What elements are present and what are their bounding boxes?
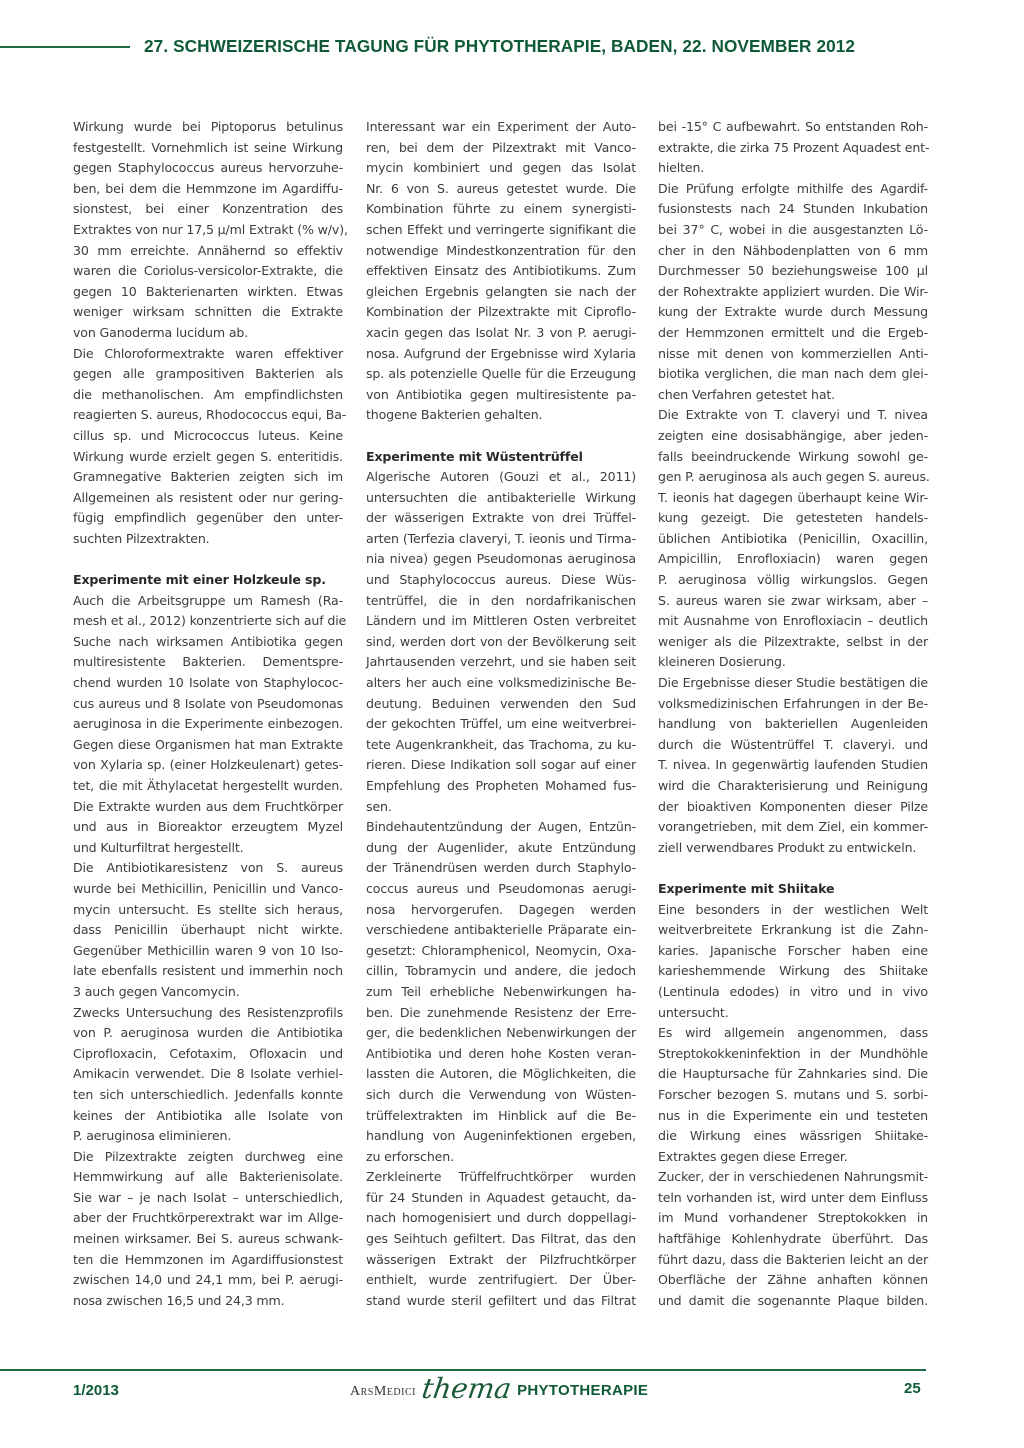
text-line: ten die Hemmzonen im Agardiffusionstest [73,1251,343,1267]
text-line: die Hauptursache für Zahnkaries sind. Die [658,1066,928,1082]
text-line: festgestellt. Vornehmlich ist seine Wirkung [73,139,343,155]
text-line: Bindehautentzündung der Augen, Entzün- [366,819,636,835]
text-line: 3 auch gegen Vancomycin. [73,983,240,999]
text-line: wässerigen Extrakt der Pilzfruchtkörper [366,1251,636,1267]
text-line: durch die Wüstentrüffel T. claveryi. und [658,736,928,752]
text-line: Amikacin verwendet. Die 8 Isolate verhiel- [73,1066,343,1082]
text-line: extrakte, die zirka 75 Prozent Aquadest ent- [658,139,930,155]
text-line: gleichen Ergebnis gelangten sie nach der [366,283,636,299]
text-line: cus aureus und 8 Isolate von Pseudomonas [73,695,343,711]
text-line: Wirkung wurde bei Piptoporus betulinus [73,119,343,134]
logo-section: PHYTOTHERAPIE [517,1382,649,1399]
text-line: suchten Pilzextrakten. [73,530,210,546]
text-line: Gegen diese Organismen hat man Extrakte [73,736,343,752]
text-line: dung der Augenlider, akute Entzündung [366,839,636,855]
text-line: mycin untersucht. Es stellte sich heraus, [73,901,343,917]
text-line: Suche nach wirksamen Antibiotika gegen [73,633,343,649]
text-line: wird die Charakterisierung und Reinigung [658,778,928,793]
text-line: nia nivea) gegen Pseudomonas aeruginosa [366,551,636,567]
text-line: untersuchten die antibakterielle Wirkung [366,489,636,505]
text-line: der gekochten Trüffel, um eine weitverbrei- [366,716,636,732]
text-line: der bioaktiven Komponenten dieser Pilze [658,798,928,814]
text-line: Die Prüfung erfolgte mithilfe des Agardif- [658,180,928,196]
text-line: führt dazu, dass die Bakterien leicht an der [658,1251,928,1267]
text-line: tete Augenkrankheit, das Trachoma, zu ku- [366,736,636,752]
text-line: waren die Coriolus-versicolor-Extrakte, die [73,263,343,279]
text-line: arten (Terfezia claveryi, T. ieonis und Tirma- [366,530,636,546]
text-line: stand wurde steril gefiltert und das Filtrat [366,1292,636,1308]
text-line: xacin gegen das Isolat Nr. 3 von P. aerugi- [366,324,636,340]
text-line: Durchmesser 50 beziehungsweise 100 µl [658,263,928,279]
text-line: Zucker, der in verschiedenen Nahrungsmit- [658,1169,928,1185]
text-line: 30 mm erreichte. Annähernd so effektiv [73,242,343,258]
text-line: aber der Fruchtkörperextrakt war im Allge- [73,1210,343,1226]
text-line: Zerkleinerte Trüffelfruchtkörper wurden [366,1169,636,1185]
text-line: üblichen Antibiotika (Penicillin, Oxacillin, [658,530,928,546]
text-line: Forscher bezogen S. mutans und S. sorbi- [658,1086,928,1102]
text-line: ben. Die zunehmende Resistenz der Erre- [366,1004,636,1020]
text-line: die Wirkung eines wässrigen Shiitake- [658,1128,928,1144]
text-line: hielten. [658,160,705,176]
text-line: gesetzt: Chloramphenicol, Neomycin, Oxa- [366,942,636,958]
text-line: lassten die Autoren, die Möglichkeiten, die [366,1066,636,1082]
text-line: nach homogenisiert und durch doppellagi- [366,1210,636,1226]
text-line: zwischen 14,0 und 24,1 mm, bei P. aerugi- [73,1272,343,1288]
text-line: reagierten S. aureus, Rhodococcus equi, Ba- [73,407,347,423]
text-line: zu erforschen. [366,1148,454,1164]
text-line: kung der Extrakte wurde durch Messung [658,304,928,320]
text-line: Nr. 6 von S. aureus getestet wurde. Die [366,180,636,196]
text-line: bei -15° C aufbewahrt. So entstanden Roh- [658,119,928,134]
text-line: Streptokokkeninfektion in der Mundhöhle [658,1045,928,1061]
text-line: nosa zwischen 16,5 und 24,3 mm. [73,1292,285,1308]
text-line: Ampicillin, Enrofloxiacin) waren gegen [658,551,928,567]
text-line: ger, die bedenklichen Nebenwirkungen der [366,1025,636,1041]
text-line: Eine besonders in der westlichen Welt [658,901,928,917]
text-line: handlung von Augeninfektionen ergeben, [366,1128,636,1144]
text-line: von Xylaria sp. (einer Holzkeulenart) getes- [73,757,343,773]
text-line: mit Ausnahme von Enrofloxiacin – deutlich [658,613,928,629]
text-line: S. aureus waren sie zwar wirksam, aber – [658,592,928,608]
logo-thema: thema [419,1372,514,1405]
text-line: sionstest, bei einer Konzentration des [73,201,343,217]
text-line: Gramnegative Bakterien zeigten sich im [73,469,343,485]
text-line: deutung. Beduinen verwenden den Sud [366,695,636,711]
text-line: Kombination der Pilzextrakte mit Ciproflo- [366,304,636,320]
text-line: aeruginosa in die Experimente einbezogen. [73,716,343,732]
text-line: P. aeruginosa eliminieren. [73,1128,232,1144]
text-line: chen Verfahren getestet hat. [658,386,836,402]
text-line: Die Antibiotikaresistenz von S. aureus [73,860,343,876]
column-3 [658,117,928,1311]
text-line: Die Extrakte von T. claveryi und T. nivea [658,407,928,423]
text-line: mesh et al., 2012) konzentrierte sich auf die [73,613,347,629]
text-line: gen P. aeruginosa als auch gegen S. aureus. [658,469,930,485]
text-line: von Ganoderma lucidum ab. [73,324,249,340]
text-line: Die Pilzextrakte zeigten durchweg eine [73,1148,343,1164]
text-line: ten sich unterschiedlich. Jedenfalls konnte [73,1086,343,1102]
text-line: nosa. Aufgrund der Ergebnisse wird Xylaria [366,345,636,361]
text-line: Interessant war ein Experiment der Auto- [366,119,636,134]
header-rule [0,46,130,48]
text-line: chend wurden 10 Isolate von Staphylococ- [73,675,343,691]
issue-number: 1/2013 [73,1382,119,1399]
text-line: der wässerigen Extrakte von drei Trüffel- [366,510,636,526]
text-line: Sie war – je nach Isolat – unterschiedlich, [73,1189,343,1205]
text-line: gegen 10 Bakterienarten wirkten. Etwas [73,283,343,299]
text-line: tet, die mit Äthylacetat hergestellt wurden. [73,778,343,793]
text-line: Oberfläche der Zähne anhaften können [658,1272,928,1288]
text-line: der Tränendrüsen werden durch Staphylo- [366,860,636,876]
logo-brand: ArsMedici [350,1384,416,1399]
text-line: Gegenüber Methicillin waren 9 von 10 Iso- [73,942,343,958]
text-line: Die Chloroformextrakte waren effektiver [73,345,343,361]
text-line: Extraktes gegen diese Erreger. [658,1148,848,1164]
column-2 [366,117,636,1311]
journal-logo [350,1374,648,1404]
text-line: gegen Staphylococcus aureus hervorzuhe- [73,160,343,176]
text-line: P. aeruginosa völlig wirkungslos. Gegen [658,572,928,588]
text-line: Die Ergebnisse dieser Studie bestätigen die [658,675,928,691]
text-line: schen Effekt und verringerte signifikant die [366,221,636,237]
text-line: karies. Japanische Forscher haben eine [658,942,928,958]
text-line: Hemmwirkung auf alle Bakterienisolate. [73,1169,343,1185]
text-line: Wirkung wurde erzielt gegen S. enteritidis. [73,448,343,464]
text-line: und Staphylococcus aureus. Diese Wüs- [366,572,636,588]
text-line: T. ieonis hat dagegen überhaupt keine Wir- [658,489,928,505]
text-line: untersucht. [658,1004,729,1020]
text-line: tentrüffel, die in den nordafrikanischen [366,592,636,608]
section-heading: Experimente mit Shiitake [658,880,835,896]
text-line: Es wird allgemein angenommen, dass [658,1025,928,1041]
text-line: und damit die sogenannte Plaque bilden. [658,1292,928,1308]
text-line: die methanolischen. Am empfindlichsten [73,386,343,402]
section-heading: Experimente mit Wüstentrüffel [366,448,583,464]
text-line: zum Teil erhebliche Nebenwirkungen ha- [366,983,636,999]
text-line: ben, bei dem die Hemmzone im Agardiffu- [73,180,343,196]
text-line: alters her auch eine volksmedizinische Be- [366,675,636,691]
text-line: volksmedizinischen Erfahrungen in der Be- [658,695,928,711]
text-line: sen. [366,798,392,814]
text-line: teln vorhanden ist, wird unter dem Einfluss [658,1189,928,1205]
text-line: multiresistente Bakterien. Dementspre- [73,654,343,670]
text-line: Auch die Arbeitsgruppe um Ramesh (Ra- [73,592,343,608]
spacer [366,426,636,447]
text-line: Kombination führte zu einem synergisti- [366,201,636,217]
text-line: Empfehlung des Propheten Mohamed fus- [366,778,636,793]
text-line: kung gezeigt. Die getesteten handels- [658,510,928,526]
text-line: karieshemmende Wirkung des Shiitake [658,963,928,979]
text-line: und Kulturfiltrat hergestellt. [73,839,244,855]
text-line: handlung von bakteriellen Augenleiden [658,716,928,732]
footer-rule [0,1369,926,1371]
text-line: sp. als potenzielle Quelle für die Erzeugung [366,366,636,382]
text-line: trüffelextrakten im Hinblick auf die Be- [366,1107,636,1123]
text-line: ziell verwendbares Produkt zu entwickeln. [658,839,917,855]
text-line: thogene Bakterien gehalten. [366,407,543,423]
page-number: 25 [904,1380,921,1397]
text-line: weitverbreitete Erkrankung ist die Zahn- [658,922,928,938]
text-line: weniger wirksam schnitten die Extrakte [73,304,343,320]
text-line: vorangetrieben, mit dem Ziel, ein kommer- [658,819,928,835]
text-line: wurde bei Methicillin, Penicillin und Vanco- [73,880,343,896]
text-line: mycin kombiniert und gegen das Isolat [366,160,636,176]
text-line: von P. aeruginosa wurden die Antibiotika [73,1025,343,1041]
section-heading: Experimente mit einer Holzkeule sp. [73,572,326,588]
text-line: Ländern und im Mittleren Osten verbreitet [366,613,636,629]
text-line: nus in die Experimente ein und testeten [658,1107,928,1123]
text-line: für 24 Stunden in Aquadest getaucht, da- [366,1189,636,1205]
text-line: enthielt, wurde zentrifugiert. Der Über- [366,1272,636,1288]
running-header: 27. SCHWEIZERISCHE TAGUNG FÜR PHYTOTHERAPIE, BADEN, 22. NOVEMBER 2012 [144,36,856,56]
text-line: haftfähige Kohlenhydrate überführt. Das [658,1231,928,1247]
text-line: zeigten eine dosisabhängige, aber jeden- [658,427,928,443]
text-line: gegen alle grampositiven Bakterien als [73,366,343,382]
column-1 [73,117,348,1311]
text-line: Antibiotika und deren hohe Kosten veran- [366,1045,636,1061]
text-line: Algerische Autoren (Gouzi et al., 2011) [366,469,636,485]
text-line: bei 37° C, wobei in die ausgestanzten Lö- [658,221,928,237]
text-line: dass Penicillin überhaupt nicht wirkte. [73,922,343,938]
text-line: falls beeindruckende Wirkung sowohl ge- [658,448,928,464]
text-line: keines der Antibiotika alle Isolate von [73,1107,343,1123]
text-line: notwendige Mindestkonzentration für den [366,242,636,258]
text-line: Die Extrakte wurden aus dem Fruchtkörper [73,798,343,814]
text-line: im Mund vorhandener Streptokokken in [658,1210,928,1226]
text-line: cillus sp. und Micrococcus luteus. Keine [73,427,343,443]
text-line: der Rohextrakte appliziert wurden. Die Wir- [658,283,928,299]
text-line: effektiven Einsatz des Antibiotikums. Zum [366,263,636,279]
text-line: rieren. Diese Indikation soll sogar auf einer [366,757,636,773]
text-line: Extraktes von nur 17,5 µ/ml Extrakt (% w/v), [73,221,348,237]
text-line: nosa hervorgerufen. Dagegen werden [366,901,636,917]
text-line: Zwecks Untersuchung des Resistenzprofils [73,1004,343,1020]
text-line: nisse mit denen von kommerziellen Anti- [658,345,928,361]
text-line: kleineren Dosierung. [658,654,786,670]
spacer [658,858,928,879]
text-line: Jahrtausenden verzehrt, und sie haben seit [366,654,636,670]
text-line: weniger als die Pilzextrakte, selbst in der [658,633,928,649]
text-line: coccus aureus und Pseudomonas aerugi- [366,880,636,896]
text-line: sich durch die Verwendung von Wüsten- [366,1086,636,1102]
text-line: fusionstests nach 24 Stunden Inkubation [658,201,928,217]
text-line: von Antibiotika gegen multiresistente pa- [366,386,636,402]
spacer [73,549,343,570]
text-line: T. nivea. In gegenwärtig laufenden Studien [658,757,928,773]
text-line: meinen wirksamer. Bei S. aureus schwank- [73,1231,343,1247]
text-line: cher in den Nähbodenplatten von 6 mm [658,242,928,258]
text-line: late ebenfalls resistent und immerhin noch [73,963,343,979]
text-line: cillin, Tobramycin und andere, die jedoch [366,963,636,979]
text-line: biotika verglichen, die man nach dem glei- [658,366,928,382]
text-line: der Hemmzonen ermittelt und die Ergeb- [658,324,928,340]
text-line: und aus in Bioreaktor erzeugtem Myzel [73,819,343,835]
text-line: sind, werden dort von der Bevölkerung seit [366,633,636,649]
text-line: ren, bei dem der Pilzextrakt mit Vanco- [366,139,636,155]
text-line: ges Seihtuch gefiltert. Das Filtrat, das den [366,1231,636,1247]
text-line: (Lentinula edodes) in vitro und in vivo [658,983,928,999]
text-line: Ciprofloxacin, Cefotaxim, Ofloxacin und [73,1045,343,1061]
text-line: Allgemeinen als resistent oder nur gering- [73,489,343,505]
text-line: verschiedene antibakterielle Präparate ein- [366,922,636,938]
text-line: fügig empfindlich gegenüber den unter- [73,510,343,526]
